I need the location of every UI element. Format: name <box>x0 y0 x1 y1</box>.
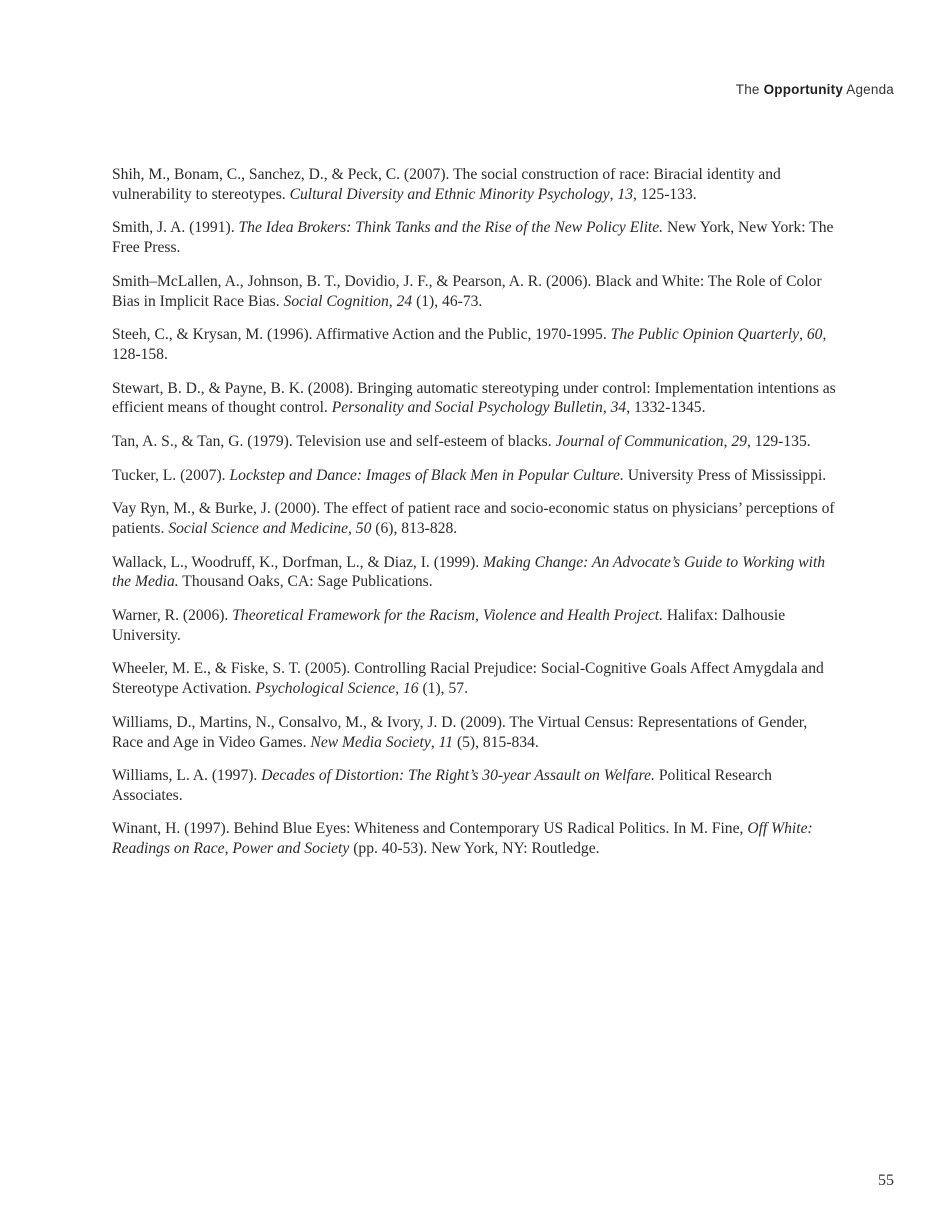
reference-entry <box>112 713 840 753</box>
reference-entry <box>112 819 840 859</box>
reference-entry <box>112 218 840 258</box>
reference-entry <box>112 659 840 699</box>
reference-italic-run: 29 <box>731 432 747 450</box>
reference-text-run: , <box>388 292 397 310</box>
reference-italic-run: Off White: Readings on Race, Power and Society <box>112 820 813 858</box>
running-header <box>736 82 894 97</box>
reference-text-run: (5), 815-834. <box>453 733 539 751</box>
reference-text-run: New York, New York: The Free Press. <box>112 219 834 257</box>
reference-entry <box>112 499 840 539</box>
reference-italic-run: Lockstep and Dance: Images of Black Men in Popular Culture. <box>229 466 624 484</box>
reference-text-run: Williams, L. A. (1997). <box>112 767 262 785</box>
reference-text-run: Thousand Oaks, CA: Sage Publications. <box>178 573 433 591</box>
reference-entry <box>112 165 840 205</box>
reference-text-run: , <box>602 399 611 417</box>
reference-entry <box>112 466 840 486</box>
header-suffix: Agenda <box>846 82 894 97</box>
reference-italic-run: 34 <box>610 399 627 417</box>
reference-text-run: Halifax: Dalhousie University. <box>112 606 786 644</box>
reference-text-run: Williams, D., Martins, N., Consalvo, M., & Ivory, J. D. (2009). The Virtual Census: Representations of Gender, Race and Age in Video Games. <box>112 713 808 751</box>
reference-italic-run: Theoretical Framework for the Racism, Violence and Health Project. <box>232 606 663 624</box>
reference-text-run: , 125-133. <box>633 185 697 203</box>
reference-entry <box>112 432 840 452</box>
reference-entry <box>112 325 840 365</box>
reference-italic-run: 16 <box>403 680 419 698</box>
reference-italic-run: 13 <box>617 185 634 203</box>
reference-text-run: Steeh, C., & Krysan, M. (1996). Affirmative Action and the Public, 1970-1995. <box>112 326 611 344</box>
reference-text-run: Tucker, L. (2007). <box>112 466 230 484</box>
reference-italic-run: Cultural Diversity and Ethnic Minority Psychology <box>289 185 610 203</box>
reference-italic-run: 50 <box>355 519 372 537</box>
reference-italic-run: 24 <box>396 292 413 310</box>
reference-italic-run: 11 <box>438 733 454 751</box>
reference-text-run: Winant, H. (1997). Behind Blue Eyes: Whiteness and Contemporary US Radical Politics. In M. Fine, <box>112 820 748 838</box>
reference-italic-run: Personality and Social Psychology Bulletin <box>331 399 603 417</box>
reference-entry <box>112 766 840 806</box>
reference-text-run: University Press of Mississippi. <box>623 466 827 484</box>
reference-text-run: , <box>723 432 732 450</box>
reference-entry <box>112 553 840 593</box>
reference-italic-run: Decades of Distortion: The Right’s 30-year Assault on Welfare. <box>261 767 655 785</box>
reference-text-run: Shih, M., Bonam, C., Sanchez, D., & Peck, C. (2007). The social construction of race: Biracial identity and vulnerability to stereotypes. <box>112 166 781 203</box>
header-bold-word: Opportunity <box>763 82 844 97</box>
reference-text-run: , 128-158. <box>112 326 827 363</box>
reference-text-run: Smith, J. A. (1991). <box>112 219 239 237</box>
reference-italic-run: The Idea Brokers: Think Tanks and the Rise of the New Policy Elite. <box>238 219 664 237</box>
reference-italic-run: New Media Society <box>310 733 431 751</box>
reference-text-run: (1), 46-73. <box>412 292 483 310</box>
reference-text-run: , 129-135. <box>746 432 811 450</box>
reference-text-run: , <box>799 326 807 344</box>
reference-italic-run: Journal of Communication <box>555 432 724 450</box>
reference-text-run: Warner, R. (2006). <box>112 606 233 624</box>
reference-text-run: , <box>609 185 618 203</box>
reference-italic-run: Psychological Science <box>255 680 396 698</box>
reference-text-run: (6), 813-828. <box>371 519 458 537</box>
reference-entry <box>112 272 840 312</box>
reference-text-run: Wallack, L., Woodruff, K., Dorfman, L., & Diaz, I. (1999). <box>112 553 484 571</box>
reference-text-run: , <box>430 733 439 751</box>
reference-text-run: Stewart, B. D., & Payne, B. K. (2008). Bringing automatic stereotyping under control: Implementation intentions as efficient means of thought control. <box>112 379 836 417</box>
reference-italic-run: Social Cognition <box>283 292 389 310</box>
reference-italic-run: Social Science and Medicine <box>168 519 348 537</box>
reference-text-run: (pp. 40-53). New York, NY: Routledge. <box>349 840 600 858</box>
header-prefix: The <box>735 82 760 97</box>
reference-text-run: Smith–McLallen, A., Johnson, B. T., Dovidio, J. F., & Pearson, A. R. (2006). Black and White: The Role of Color Bias in Implicit Race Bias. <box>112 272 822 310</box>
reference-italic-run: 60 <box>806 326 823 344</box>
page-number: 55 <box>878 1172 894 1189</box>
reference-entry <box>112 379 840 419</box>
reference-text-run: , <box>395 680 403 698</box>
reference-text-run: , 1332-1345. <box>626 399 706 417</box>
reference-list <box>112 165 840 873</box>
reference-text-run: Wheeler, M. E., & Fiske, S. T. (2005). Controlling Racial Prejudice: Social-Cognitive Goals Affect Amygdala and Stereotype Activation. <box>112 660 824 698</box>
reference-text-run: Political Research Associates. <box>112 767 772 804</box>
reference-text-run: , <box>348 519 356 537</box>
reference-italic-run: The Public Opinion Quarterly <box>610 326 800 344</box>
reference-text-run: Vay Ryn, M., & Burke, J. (2000). The effect of patient race and socio-economic status on physicians’ perceptions of patients. <box>112 500 835 537</box>
reference-entry <box>112 606 840 646</box>
reference-text-run: Tan, A. S., & Tan, G. (1979). Television use and self-esteem of blacks. <box>112 432 556 450</box>
reference-italic-run: Making Change: An Advocate’s Guide to Working with the Media. <box>112 553 826 591</box>
reference-text-run: (1), 57. <box>418 680 468 698</box>
